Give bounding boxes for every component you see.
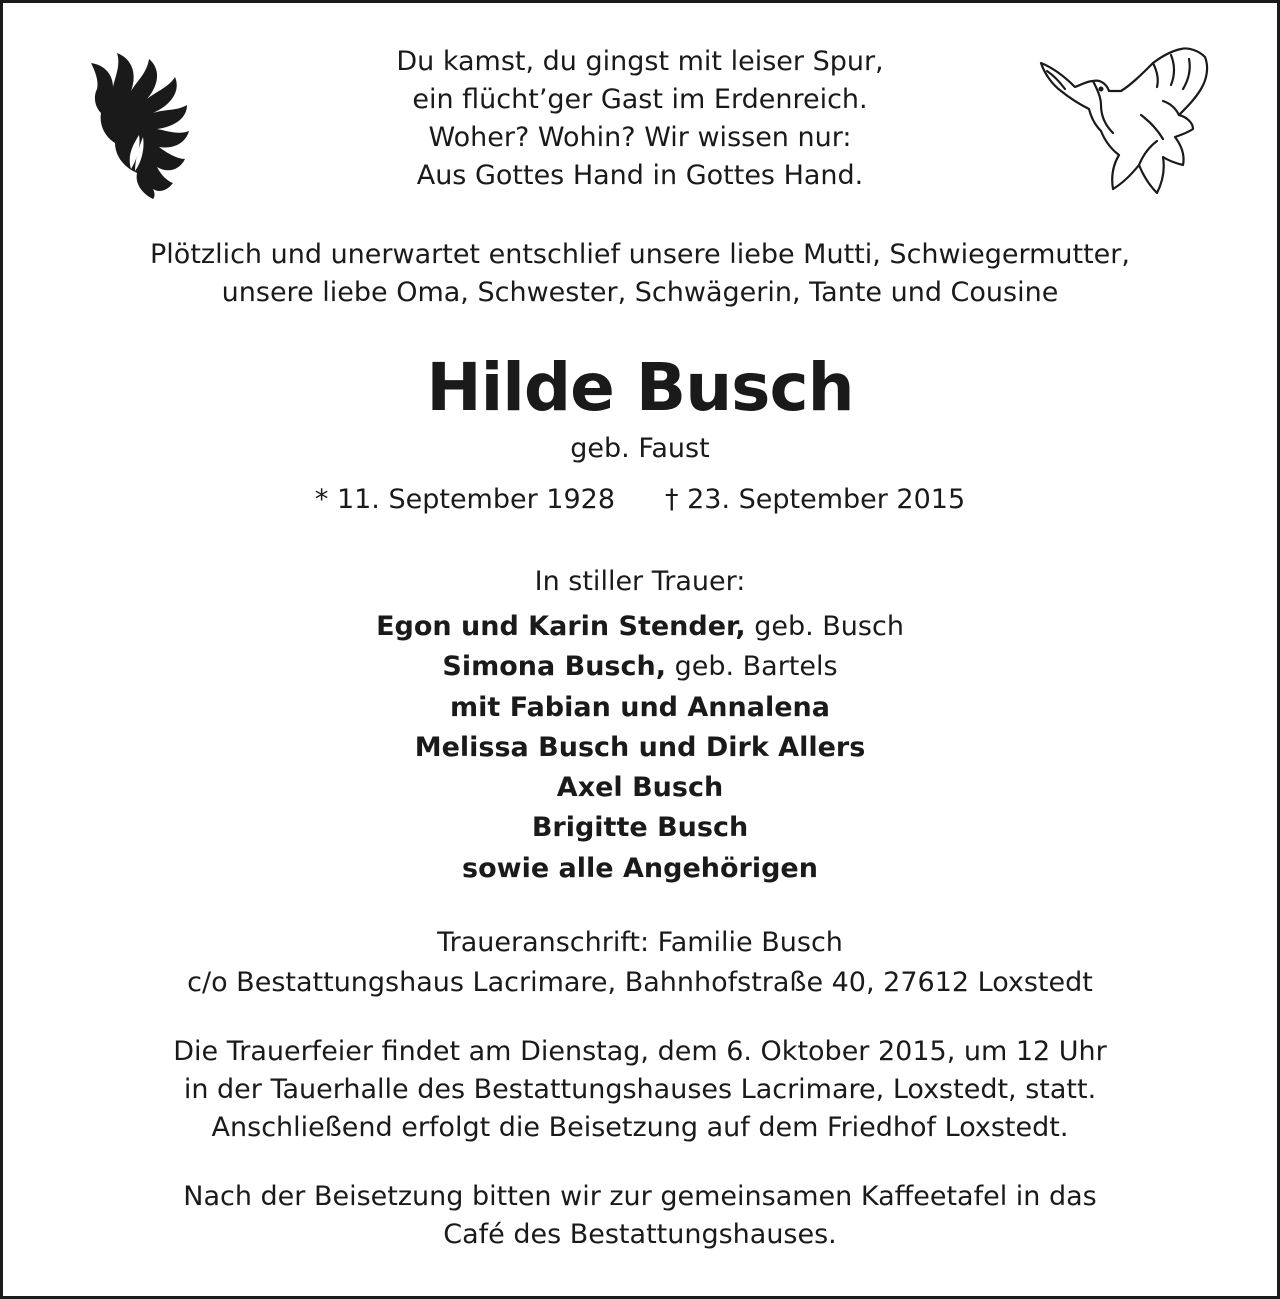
mourner-line: [3, 688, 1277, 728]
death-date: † 23. September 2015: [665, 484, 966, 515]
mourner-name: Simona Busch,: [442, 651, 666, 683]
mourner-note: geb. Busch: [745, 611, 904, 642]
mourner-line: [3, 768, 1277, 808]
mourner-line: [3, 849, 1277, 889]
deceased-name: Hilde Busch: [426, 349, 854, 426]
mourner-name: Melissa Busch und Dirk Allers: [414, 731, 866, 763]
poem-line: Aus Gottes Hand in Gottes Hand.: [416, 160, 864, 191]
ceremony-line: in der Tauerhalle des Bestattungshauses Lacrimare, Loxstedt, statt.: [183, 1074, 1097, 1105]
address-line: Traueranschrift: Familie Busch: [437, 927, 843, 958]
mourner-name: Brigitte Busch: [531, 812, 749, 844]
ceremony-line: Die Trauerfeier findet am Dienstag, dem 6. Oktober 2015, um 12 Uhr: [173, 1036, 1107, 1067]
coffee-info: [3, 1178, 1277, 1254]
ceremony-info: [3, 1033, 1277, 1147]
mourning-address: [3, 923, 1277, 1003]
mourner-name: Axel Busch: [556, 772, 724, 804]
mourner-line: [3, 808, 1277, 848]
mourner-name: sowie alle Angehörigen: [462, 852, 818, 884]
maiden-name: geb. Faust: [570, 433, 710, 464]
poem-line: ein flücht’ger Gast im Erdenreich.: [412, 84, 868, 115]
ceremony-line: Anschließend erfolgt die Beisetzung auf dem Friedhof Loxstedt.: [211, 1112, 1069, 1143]
mourner-name: Egon und Karin Stender,: [376, 611, 746, 642]
poem-line: Woher? Wohin? Wir wissen nur:: [428, 122, 852, 153]
mourner-line: [3, 607, 1277, 647]
coffee-line: Café des Bestattungshauses.: [443, 1219, 837, 1250]
poem-line: Du kamst, du gingst mit leiser Spur,: [396, 46, 884, 77]
mourners-list: [3, 607, 1277, 889]
poem: [3, 43, 1277, 195]
mourner-line: [3, 647, 1277, 687]
intro-line: unsere liebe Oma, Schwester, Schwägerin, Tante und Cousine: [221, 277, 1059, 308]
coffee-line: Nach der Beisetzung bitten wir zur gemeinsamen Kaffeetafel in das: [183, 1181, 1097, 1212]
mourner-name: mit Fabian und Annalena: [450, 691, 830, 723]
mourner-note: geb. Bartels: [666, 651, 838, 683]
birth-date: * 11. September 1928: [314, 484, 615, 515]
announcement-intro: [3, 236, 1277, 312]
life-dates: [3, 481, 1277, 519]
mourners-heading: In stiller Trauer:: [534, 566, 746, 597]
mourner-line: [3, 728, 1277, 768]
address-line: c/o Bestattungshaus Lacrimare, Bahnhofstraße 40, 27612 Loxstedt: [187, 967, 1093, 998]
intro-line: Plötzlich und unerwartet entschlief unsere liebe Mutti, Schwiegermutter,: [150, 239, 1130, 270]
